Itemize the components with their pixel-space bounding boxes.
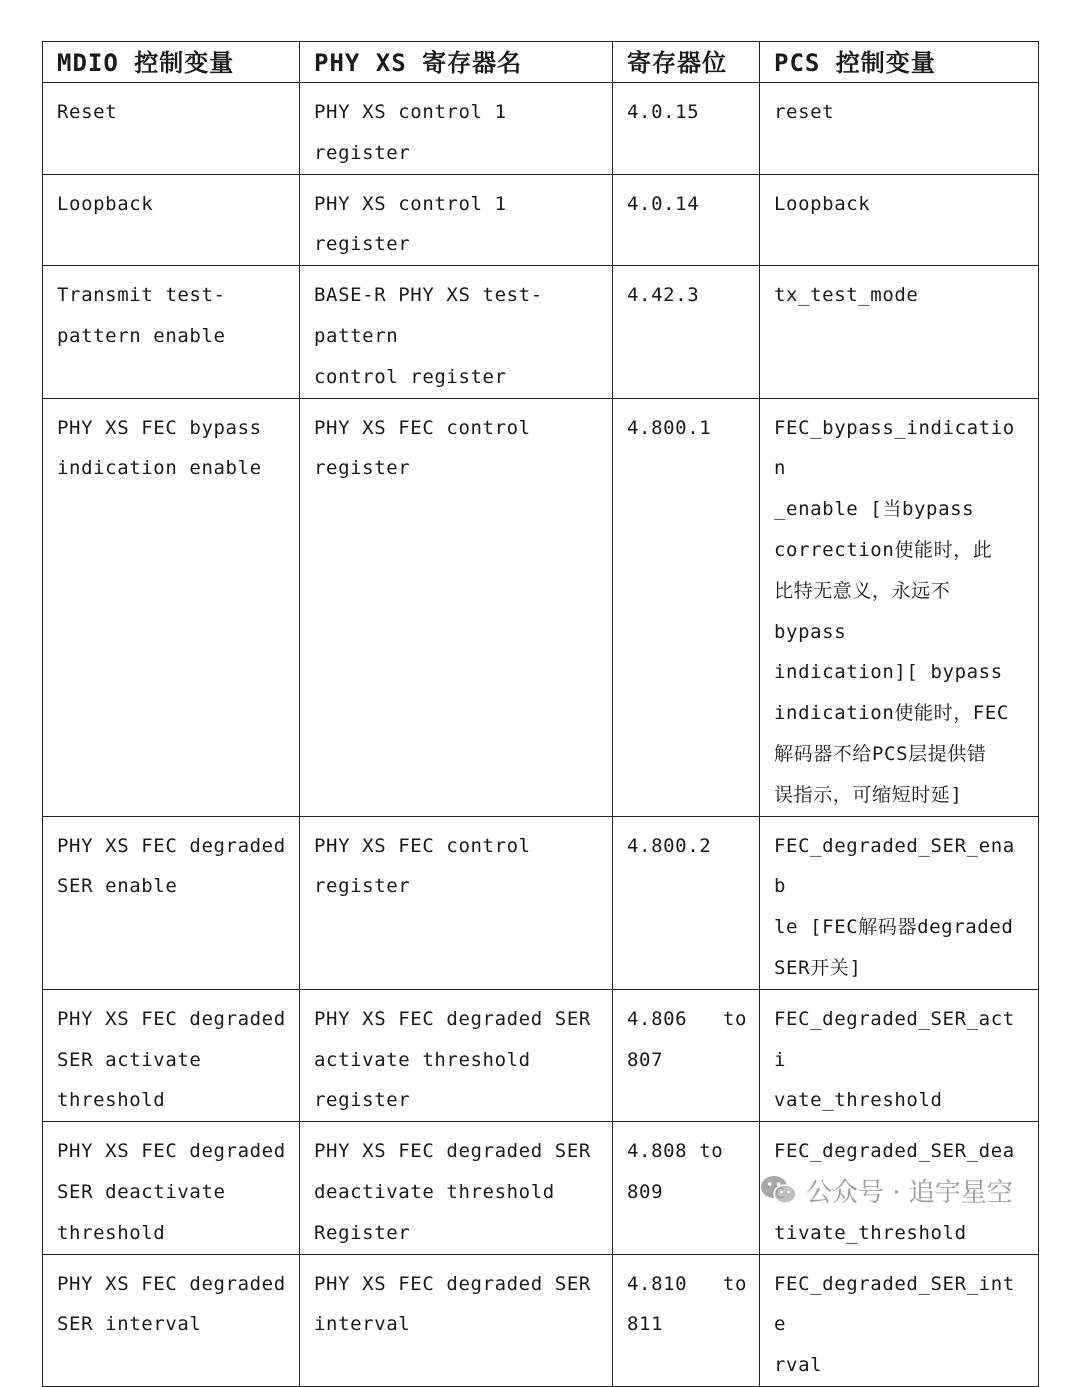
table-row (43, 398, 1039, 816)
cell-text-line: threshold (57, 1089, 166, 1112)
cell-text-line: tx_test_mode (774, 284, 919, 307)
cell-text-line: PHY XS FEC degraded (57, 1007, 286, 1030)
cell-text-line: activate threshold (314, 1048, 531, 1071)
cell-text-line: indication enable (57, 457, 262, 480)
header-phy-xs-register-name: PHY XS 寄存器名 (300, 42, 613, 83)
cell-pcs-variable (760, 816, 1039, 989)
watermark-text: 公众号 · 追宇星空 (806, 1177, 1013, 1208)
cell-text-line: register (314, 457, 411, 480)
cell-pcs-variable (760, 83, 1039, 175)
cell-text-line: tivate_threshold (774, 1221, 967, 1244)
cell-text-line: Loopback (774, 192, 871, 215)
cell-text-line: register (314, 233, 411, 256)
table-row (43, 174, 1039, 266)
cell-text-line: threshold (57, 1221, 166, 1244)
cell-register-name (300, 83, 613, 175)
cell-text-line: correction使能时，此 (774, 538, 993, 561)
cell-text-line: PHY XS FEC degraded SER (314, 1007, 591, 1030)
cell-text-line: indication使能时，FEC (774, 702, 1009, 725)
cell-register-bit (613, 989, 760, 1121)
cell-text-line: PHY XS control 1 (314, 192, 507, 215)
cell-register-name (300, 989, 613, 1121)
cell-register-name (300, 816, 613, 989)
cell-text-line: SER enable (57, 875, 178, 898)
cell-text-line: FEC_degraded_SER_dea (774, 1140, 1015, 1163)
cell-text-line: FEC_degraded_SER_acti (774, 1007, 1015, 1071)
cell-register-bit (613, 83, 760, 175)
cell-register-name (300, 266, 613, 398)
cell-pcs-variable (760, 266, 1039, 398)
cell-mdio-variable (43, 1122, 300, 1254)
table-row (43, 816, 1039, 989)
cell-text-line: register (314, 875, 411, 898)
cell-register-bit (613, 266, 760, 398)
cell-register-name (300, 1122, 613, 1254)
cell-text-line: pattern enable (57, 324, 226, 347)
cell-register-name (300, 174, 613, 266)
cell-text-line: indication][ bypass (774, 661, 1003, 684)
cell-text-line: PHY XS FEC bypass (57, 416, 262, 439)
cell-text-line: vate_threshold (774, 1089, 943, 1112)
watermark (760, 1168, 1013, 1212)
cell-mdio-variable (43, 83, 300, 175)
wechat-logo-icon (760, 1174, 798, 1206)
cell-text-line: FEC_degraded_SER_inte (774, 1272, 1015, 1336)
cell-register-bit (613, 398, 760, 816)
cell-mdio-variable (43, 398, 300, 816)
cell-mdio-variable (43, 989, 300, 1121)
cell-text-line: le [FEC解码器degraded (774, 916, 1014, 939)
cell-text-line: 4.0.15 (627, 101, 700, 123)
cell-text-line: SER activate (57, 1048, 202, 1071)
cell-text-line: SER开关] (774, 956, 862, 979)
header-pcs-control-variable: PCS 控制变量 (760, 42, 1039, 83)
cell-text-line: PHY XS FEC degraded (57, 1272, 286, 1295)
cell-register-bit (613, 816, 760, 989)
cell-text-line: Transmit test- (57, 284, 226, 307)
cell-text-line: 4.808 to (627, 1140, 724, 1163)
cell-text-line: pattern (314, 324, 399, 347)
table-row (43, 266, 1039, 398)
cell-text-line: register (314, 1089, 411, 1112)
table-row (43, 989, 1039, 1121)
cell-text-line: 4.0.14 (627, 192, 700, 215)
cell-text-line: Loopback (57, 192, 154, 215)
cell-register-name (300, 398, 613, 816)
cell-text-line: 807 (627, 1048, 664, 1071)
cell-text-line: reset (774, 101, 835, 123)
cell-mdio-variable (43, 816, 300, 989)
cell-register-name (300, 1254, 613, 1386)
cell-text-line: PHY XS control 1 (314, 101, 507, 123)
cell-pcs-variable (760, 989, 1039, 1121)
cell-text-line: 811 (627, 1313, 664, 1336)
cell-text-line: register (314, 141, 411, 164)
cell-text-line: 4.800.2 (627, 834, 712, 857)
cell-text-line: PHY XS FEC degraded SER (314, 1140, 591, 1163)
cell-text-line: SER interval (57, 1313, 202, 1336)
cell-text-line: PHY XS FEC degraded SER (314, 1272, 591, 1295)
cell-text-line: FEC_bypass_indication (774, 416, 1015, 480)
cell-text-line: PHY XS FEC degraded (57, 834, 286, 857)
cell-text-line: 4.42.3 (627, 284, 700, 307)
cell-register-bit (613, 1122, 760, 1254)
table-row (43, 83, 1039, 175)
header-mdio-control-variable: MDIO 控制变量 (43, 42, 300, 83)
cell-register-bit (613, 1254, 760, 1386)
cell-pcs-variable (760, 174, 1039, 266)
cell-text-line: 解码器不给PCS层提供错 (774, 742, 987, 765)
cell-mdio-variable (43, 1254, 300, 1386)
cell-text-line: 4.810 to (627, 1272, 747, 1295)
cell-text-line: Register (314, 1221, 411, 1244)
cell-pcs-variable (760, 1254, 1039, 1386)
cell-register-bit (613, 174, 760, 266)
cell-mdio-variable (43, 266, 300, 398)
cell-text-line: 809 (627, 1180, 664, 1203)
cell-text-line: FEC_degraded_SER_enab (774, 834, 1015, 898)
cell-text-line: Reset (57, 101, 118, 123)
cell-pcs-variable (760, 398, 1039, 816)
cell-mdio-variable (43, 174, 300, 266)
cell-text-line: 比特无意义，永远不 (774, 579, 951, 602)
cell-text-line: PHY XS FEC control (314, 416, 531, 439)
header-register-bit: 寄存器位 (613, 42, 760, 83)
cell-text-line: control register (314, 365, 507, 388)
cell-text-line: deactivate threshold (314, 1180, 555, 1203)
cell-text-line: 误指示，可缩短时延] (774, 783, 963, 806)
cell-text-line: PHY XS FEC control (314, 834, 531, 857)
cell-text-line: PHY XS FEC degraded (57, 1140, 286, 1163)
cell-text-line: SER deactivate (57, 1180, 226, 1203)
table-row (43, 1254, 1039, 1386)
cell-text-line: BASE-R PHY XS test- (314, 284, 543, 307)
cell-text-line: rval (774, 1354, 823, 1377)
cell-text-line: _enable [当bypass (774, 498, 975, 521)
cell-text-line: interval (314, 1313, 411, 1336)
cell-text-line: 4.806 to (627, 1007, 747, 1030)
cell-text-line: bypass (774, 620, 847, 643)
cell-text-line: 4.800.1 (627, 416, 712, 439)
table-header-row (43, 42, 1039, 83)
